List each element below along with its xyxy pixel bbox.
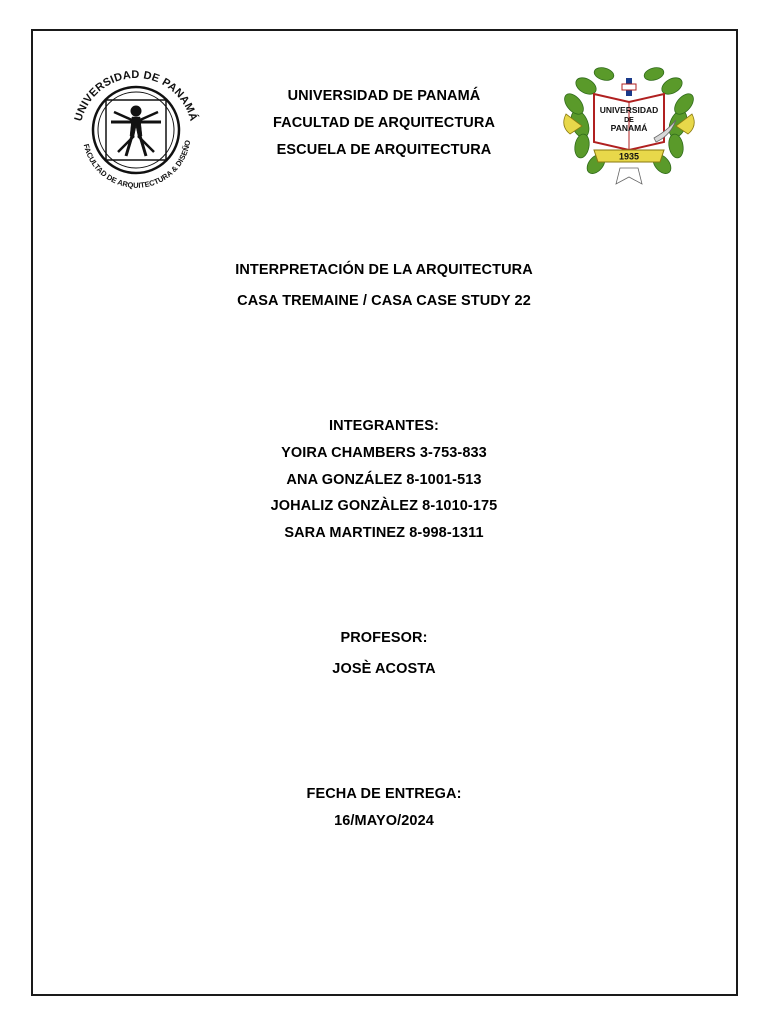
member-item: ANA GONZÁLEZ 8-1001-513 bbox=[286, 472, 482, 488]
school-name: ESCUELA DE ARQUITECTURA bbox=[276, 142, 492, 158]
professor-heading: PROFESOR: bbox=[340, 630, 428, 646]
delivery-heading: FECHA DE ENTREGA: bbox=[306, 786, 462, 802]
crest-line1: UNIVERSIDAD bbox=[599, 105, 659, 115]
crest-line2: DE bbox=[624, 117, 634, 124]
university-name: UNIVERSIDAD DE PANAMÁ bbox=[287, 88, 481, 104]
professor-name: JOSÈ ACOSTA bbox=[332, 661, 436, 677]
course-subtitle: CASA TREMAINE / CASA CASE STUDY 22 bbox=[237, 293, 531, 309]
seal-bottom-text: FACULTAD DE ARQUITECTURA & DISEÑO bbox=[81, 139, 193, 190]
delivery-date: 16/MAYO/2024 bbox=[334, 813, 434, 829]
crest-year: 1935 bbox=[618, 151, 640, 162]
seal-top-text: UNIVERSIDAD DE PANAMÁ bbox=[72, 68, 200, 123]
member-item: YOIRA CHAMBERS 3-753-833 bbox=[281, 445, 487, 461]
member-item: JOHALIZ GONZÀLEZ 8-1010-175 bbox=[270, 498, 498, 514]
member-item: SARA MARTINEZ 8-998-1311 bbox=[284, 525, 484, 541]
crest-line3: PANAMÁ bbox=[610, 123, 648, 133]
members-heading: INTEGRANTES: bbox=[329, 418, 439, 434]
course-title: INTERPRETACIÓN DE LA ARQUITECTURA bbox=[235, 262, 533, 278]
faculty-name: FACULTAD DE ARQUITECTURA bbox=[272, 115, 496, 131]
